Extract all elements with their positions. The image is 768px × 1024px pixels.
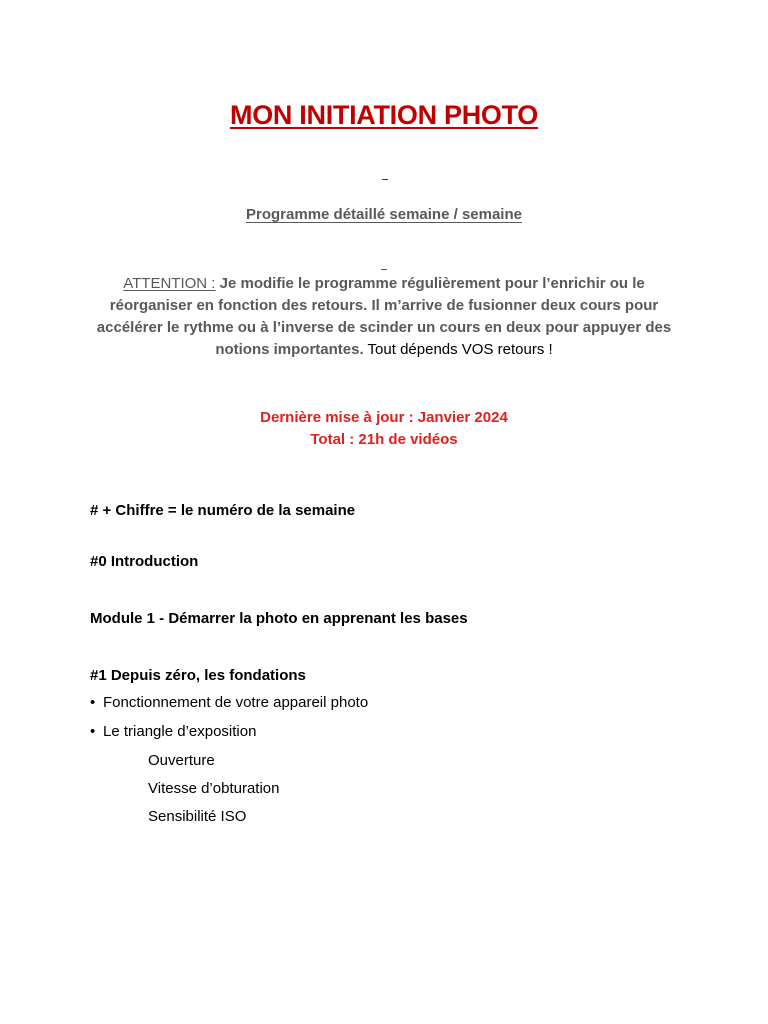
total-duration-text: Total : 21h de vidéos: [310, 431, 458, 448]
program-subtitle: Programme détaillé semaine / semaine: [246, 206, 522, 223]
week-numbering-legend: # + Chiffre = le numéro de la semaine: [90, 502, 356, 519]
list-item: [90, 694, 368, 711]
module-1-heading: Module 1 - Démarrer la photo en apprenant les bases: [90, 610, 468, 627]
sub-list-item: Sensibilité ISO: [148, 808, 247, 825]
attention-tail: Tout dépends VOS retours !: [363, 341, 553, 358]
decorative-underline-mark: [382, 179, 388, 180]
intro-heading: #0 Introduction: [90, 553, 199, 570]
document-title: MON INITIATION PHOTO: [230, 100, 538, 130]
attention-label: ATTENTION :: [123, 275, 216, 292]
week-1-heading: #1 Depuis zéro, les fondations: [90, 667, 306, 684]
sub-list-item: Ouverture: [148, 752, 215, 769]
update-info: [0, 407, 768, 451]
sub-list-item: Vitesse d’obturation: [148, 780, 280, 797]
bullet-icon: •: [90, 694, 96, 711]
attention-body: Je modifie le programme régulièrement pour l’enrichir ou le réorganiser en fonction des retours. Il m’arrive de fusionner deux cours pour accélérer le rythme ou à l’inverse de scinder un cours en deux pour appuyer des notions importantes.: [96, 275, 672, 358]
attention-notice: [92, 273, 676, 361]
list-item-text: Le triangle d’exposition: [103, 723, 257, 740]
last-update-text: Dernière mise à jour : Janvier 2024: [260, 409, 508, 426]
bullet-icon: •: [90, 723, 96, 740]
list-item: [90, 723, 256, 740]
decorative-underline-mark: [381, 269, 387, 270]
list-item-text: Fonctionnement de votre appareil photo: [103, 694, 369, 711]
